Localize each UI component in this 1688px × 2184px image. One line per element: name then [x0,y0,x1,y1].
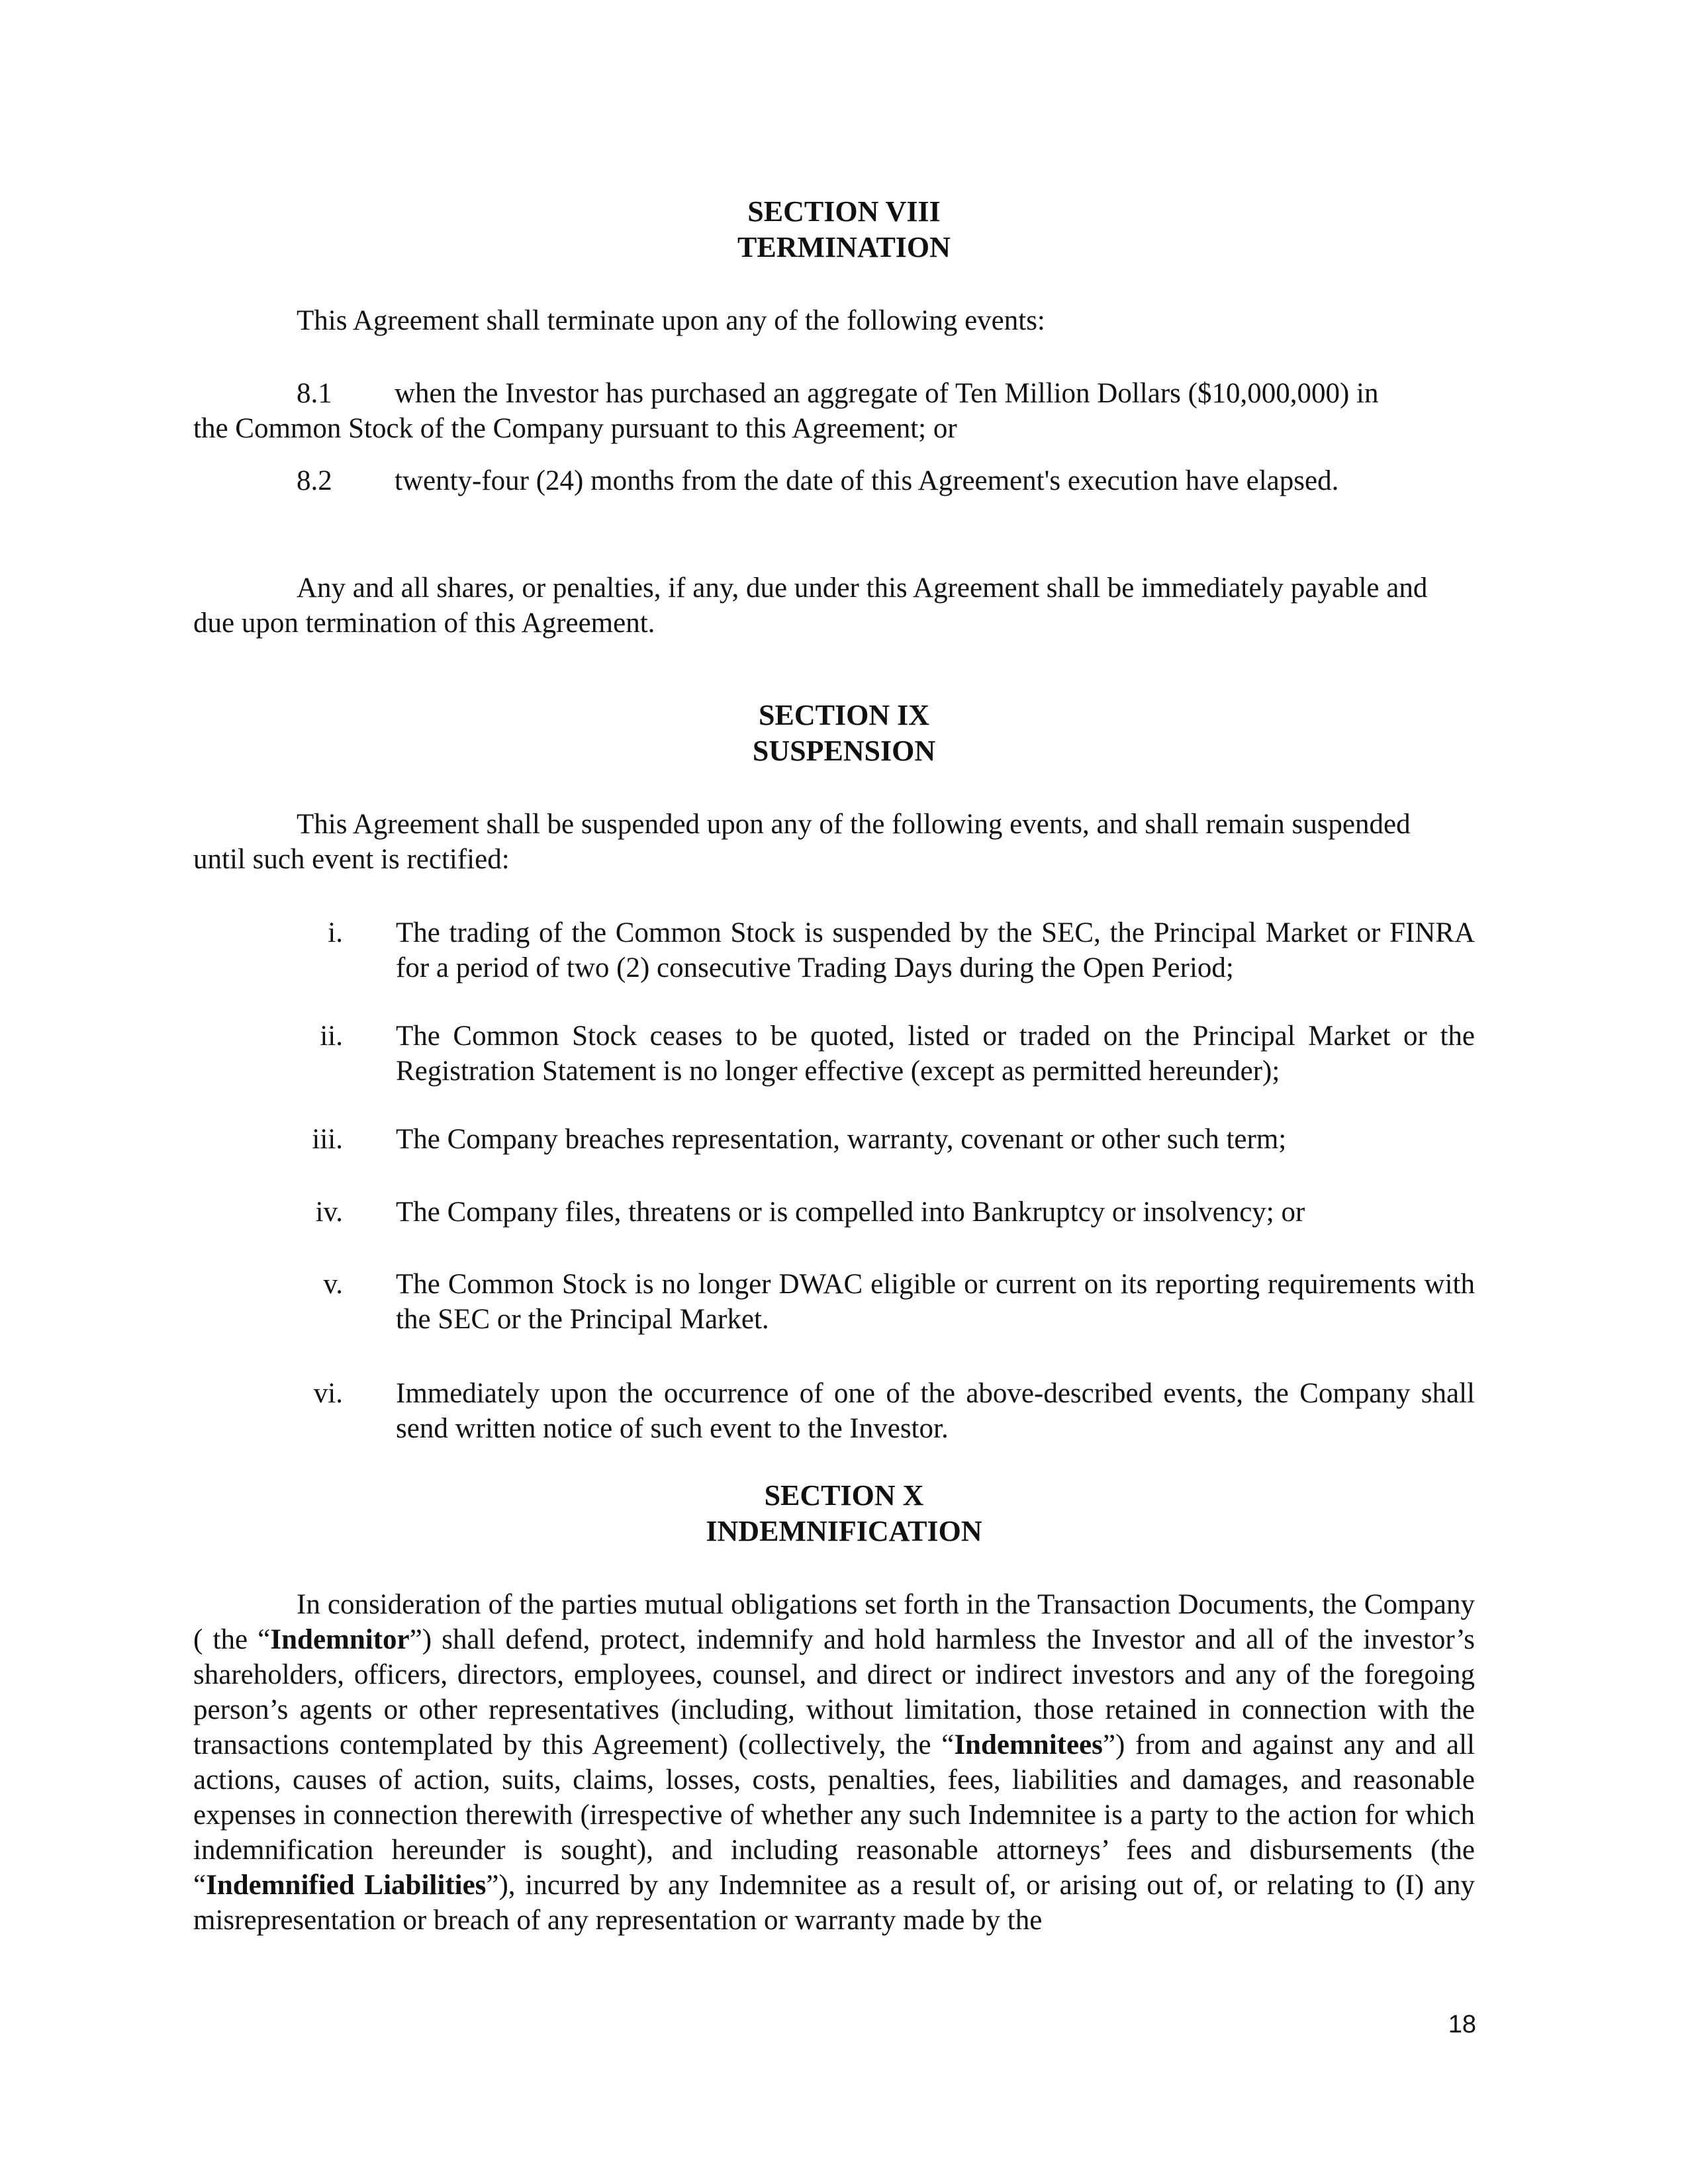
section-9-intro: This Agreement shall be suspended upon any of the following events, and shall remain suspended [297,809,1411,840]
section-8-closing-cont: due upon termination of this Agreement. [193,608,655,639]
section-9-item-5-text: The Common Stock is no longer DWAC eligible or current on its reporting requirements with the SEC or the Principal Market. [396,1269,1475,1335]
section-8-intro: This Agreement shall terminate upon any of the following events: [297,305,1045,336]
section-10-number: SECTION X [764,1479,924,1512]
term-indemnified-liabilities: Indemnified Liabilities [206,1870,487,1901]
section-8-item-1 [297,376,1378,411]
section-9-number: SECTION IX [759,699,929,731]
item-number: 8.2 [297,465,332,496]
section-9-item-6-text: Immediately upon the occurrence of one of the above-described events, the Company shall send written notice of such event to the Investor. [396,1378,1475,1444]
item-text: when the Investor has purchased an aggregate of Ten Million Dollars ($10,000,000) in [395,378,1379,409]
section-9-item-6-number: vi. [313,1378,343,1409]
section-9-item-5-number: v. [323,1269,343,1300]
item-number: 8.1 [297,378,332,409]
section-9-item-4-text: The Company files, threatens or is compelled into Bankruptcy or insolvency; or [396,1197,1305,1228]
section-9-item-3-text: The Company breaches representation, warranty, covenant or other such term; [396,1124,1287,1155]
section-8-item-2 [297,463,1338,498]
term-indemnitees: Indemnitees [954,1729,1103,1760]
section-9-item-4-number: iv. [315,1197,343,1228]
section-9-item-1-text: The trading of the Common Stock is suspended by the SEC, the Principal Market or FINRA for a period of two (2) consecutive Trading Days during the Open Period; [396,917,1475,983]
section-9-item-1-number: i. [328,917,343,948]
term-indemnitor: Indemnitor [270,1624,410,1655]
section-8-closing: Any and all shares, or penalties, if any, due under this Agreement shall be immediately payable and [297,572,1428,604]
section-10-paragraph: In consideration of the parties mutual obligations set forth in the Transaction Documents, the Company ( the “Indemnitor”) shall defend, protect, indemnify and hold harmless the Investor and all of the investor’s shareholders, officers, directors, employees, counsel, and direct or indirect investors and any of the foregoing person’s agents or other representatives (including, without limitation, those retained in connection with the transactions contemplated by this Agreement) (collectively, the “Indemnitees”) from and against any and all actions, causes of action, suits, claims, losses, costs, penalties, fees, liabilities and damages, and reasonable expenses in connection therewith (irrespective of whether any such Indemnitee is a party to the action for which indemnification hereunder is sought), and including reasonable attorneys’ fees and disbursements (the “Indemnified Liabilities”), incurred by any Indemnitee as a result of, or arising out of, or relating to (I) any misrepresentation or breach of any representation or warranty made by the [193,1589,1475,1936]
section-8-item-1-cont: the Common Stock of the Company pursuant to this Agreement; or [193,413,957,444]
section-9-item-2-number: ii. [320,1021,343,1052]
section-9-item-3-number: iii. [312,1124,343,1155]
section-9-intro-cont: until such event is rectified: [193,844,510,875]
section-9-title: SUSPENSION [752,735,936,767]
section-9-item-2-text: The Common Stock ceases to be quoted, listed or traded on the Principal Market or the Registration Statement is no longer effective (except as permitted hereunder); [396,1021,1475,1087]
item-text: twenty-four (24) months from the date of this Agreement's execution have elapsed. [395,465,1339,496]
page-number: 18 [1448,2011,1476,2038]
section-10-title: INDEMNIFICATION [706,1515,982,1547]
section-8-number: SECTION VIII [747,195,941,228]
section-8-title: TERMINATION [737,231,951,263]
